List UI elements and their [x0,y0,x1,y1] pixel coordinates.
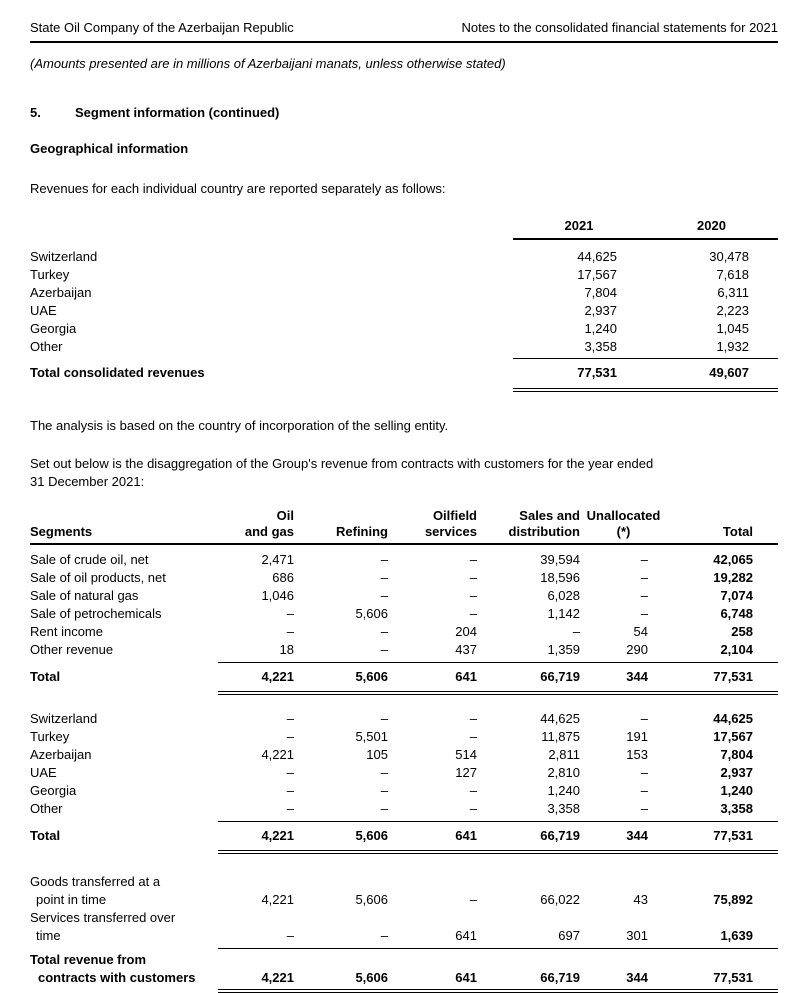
cell: 2,471 [261,552,294,567]
total-label: Total [30,669,61,684]
cell: – [286,624,294,639]
cell: – [469,729,477,744]
cell: 1,359 [547,642,580,657]
total-label: Total consolidated revenues [30,365,205,380]
cell: 5,606 [355,892,388,907]
cell: 44,625 [540,711,580,726]
cell: – [469,783,477,798]
cell: 641 [455,970,477,985]
cell: 5,606 [355,828,388,843]
cell: 437 [455,642,477,657]
geographical-heading: Geographical information [30,141,189,156]
table-row [30,623,778,641]
cell: 18 [279,642,294,657]
section-gap [30,854,778,873]
cell: 301 [626,928,648,943]
cell: 66,719 [540,828,580,843]
cell: 2,811 [548,747,580,762]
row-label: Sale of petrochemicals [30,606,162,621]
cell: 66,719 [540,669,580,684]
cell: – [286,928,294,943]
cell: 18,596 [540,570,580,585]
table-row [30,284,778,302]
cell: – [286,765,294,780]
table-row [30,873,778,909]
row-label: Other [30,801,63,816]
cell: – [380,624,388,639]
cell: 4,221 [261,970,294,985]
cell-total: 258 [731,624,753,639]
row-label: Services transferred over time [30,910,176,943]
cell-2020: 1,932 [716,339,749,354]
table-row [30,338,778,356]
total-row [30,663,778,689]
table-row [30,320,778,338]
table-row [30,266,778,284]
cell: 4,221 [261,892,294,907]
table-row [30,800,778,818]
row-label: Georgia [30,321,77,336]
table-row [30,302,778,320]
row-label: Azerbaijan [30,285,92,300]
revenues-by-country-table [30,217,778,392]
row-label: Sale of crude oil, net [30,552,149,567]
column-header-2021: 2021 [513,217,645,240]
table-row [30,782,778,800]
table-row [30,746,778,764]
table-row [30,641,778,659]
cell: – [380,765,388,780]
cell: 514 [455,747,477,762]
cell: – [469,606,477,621]
cell: – [640,765,648,780]
disaggregation-table [30,508,778,993]
cell: – [640,801,648,816]
table-row [30,569,778,587]
section-number: 5. [30,105,41,120]
cell-2020: 2,223 [716,303,749,318]
cell-2021: 3,358 [584,339,617,354]
cell: 290 [626,642,648,657]
cell-total: 44,625 [713,711,753,726]
row-label: Turkey [30,729,70,744]
table-body [30,551,778,993]
cell: – [469,570,477,585]
table-body [30,248,778,392]
total-2021: 77,531 [577,365,617,380]
cell: 204 [455,624,477,639]
cell: 4,221 [261,747,294,762]
row-label: Other revenue [30,642,114,657]
cell: 4,221 [261,669,294,684]
cell: 66,719 [540,970,580,985]
section-heading [30,105,778,121]
cell-total: 19,282 [713,570,753,585]
cell: 5,501 [355,729,388,744]
table-row [30,728,778,746]
cell: – [286,783,294,798]
cell: 153 [626,747,648,762]
doc-header-notes-title: Notes to the consolidated financial statements for 2021 [461,20,778,35]
cell: – [640,711,648,726]
section-title: Segment information (continued) [75,105,280,120]
table-row [30,909,778,945]
cell-total: 1,240 [720,783,753,798]
row-label: Sale of natural gas [30,588,139,603]
cell: 2,810 [547,765,580,780]
cell-total: 7,804 [720,747,753,762]
column-header-unallocated: Unallocated (*) [586,508,661,539]
cell: – [469,552,477,567]
cell: – [380,711,388,726]
cell-total: 7,074 [720,588,753,603]
cell-2021: 2,937 [584,303,617,318]
table-header-row [30,508,778,545]
cell: 105 [366,747,388,762]
total-label: Total [30,828,61,843]
cell: – [380,588,388,603]
cell: 11,875 [541,729,580,744]
cell: – [640,783,648,798]
cell: – [469,711,477,726]
cell-total: 6,748 [720,606,753,621]
cell-total: 75,892 [713,892,753,907]
double-rule [513,388,778,392]
table-row [30,248,778,266]
grand-total-row [30,949,778,987]
total-2020: 49,607 [709,365,749,380]
cell: – [380,570,388,585]
cell: 5,606 [355,669,388,684]
cell: – [286,801,294,816]
disaggregation-intro-line2: 31 December 2021: [30,474,145,489]
cell: 1,142 [547,606,580,621]
cell: – [286,711,294,726]
column-header-total: Total [722,524,753,539]
cell: 344 [626,828,648,843]
cell-2020: 6,311 [717,285,749,300]
disaggregation-intro-line1: Set out below is the disaggregation of the Group's revenue from contracts with customers for the year ended [30,456,654,471]
grand-total-label: Total revenue from contracts with customers [30,952,196,985]
cell-total: 42,065 [713,552,753,567]
cell-total: 2,104 [720,642,753,657]
cell: – [380,801,388,816]
cell-total: 77,531 [713,669,753,684]
cell: 641 [455,928,477,943]
table-row [30,587,778,605]
cell-2021: 7,804 [584,285,617,300]
cell: 1,240 [547,783,580,798]
cell: 4,221 [261,828,294,843]
cell: – [640,606,648,621]
cell: 5,606 [355,970,388,985]
cell-2021: 44,625 [577,249,617,264]
cell: – [640,552,648,567]
analysis-note: The analysis is based on the country of incorporation of the selling entity. [30,418,449,433]
cell-total: 1,639 [720,928,753,943]
cell: 3,358 [547,801,580,816]
cell: – [380,552,388,567]
cell: 54 [633,624,648,639]
row-label: Georgia [30,783,77,798]
column-header-2020: 2020 [645,217,778,240]
total-row [30,359,778,386]
row-label: Sale of oil products, net [30,570,166,585]
section-gap [30,695,778,710]
amounts-note: (Amounts presented are in millions of Azerbaijani manats, unless otherwise stated) [30,56,506,71]
row-label: Rent income [30,624,103,639]
cell: – [572,624,580,639]
column-header-oilfield-services: Oilfield services [424,508,477,539]
total-row [30,822,778,848]
cell-2020: 30,478 [709,249,749,264]
cell: 5,606 [355,606,388,621]
column-header-refining: Refining [336,524,388,539]
cell: 344 [626,970,648,985]
doc-header-company: State Oil Company of the Azerbaijan Republic [30,20,294,35]
column-header-sales-distribution: Sales and distribution [508,508,580,539]
cell: 39,594 [540,552,580,567]
cell: – [286,606,294,621]
doc-header [30,0,778,43]
cell-total: 2,937 [720,765,753,780]
row-label: Azerbaijan [30,747,92,762]
cell-2020: 1,045 [716,321,749,336]
column-header-oil-and-gas: Oil and gas [244,508,294,539]
row-label: UAE [30,303,57,318]
cell: – [640,588,648,603]
cell-2020: 7,618 [716,267,749,282]
disaggregation-intro [30,455,778,491]
cell: – [380,642,388,657]
double-rule [218,989,778,993]
cell-2021: 1,240 [584,321,617,336]
geo-intro-text: Revenues for each individual country are reported separately as follows: [30,181,446,196]
header-spacer [30,217,513,240]
cell: 43 [633,892,648,907]
row-label: Other [30,339,63,354]
row-label: UAE [30,765,57,780]
table-header-row [30,217,778,240]
cell: 641 [455,669,477,684]
row-label: Turkey [30,267,70,282]
cell-total: 77,531 [713,970,753,985]
row-label: Goods transferred at a point in time [30,874,161,907]
cell: 641 [455,828,477,843]
cell: 191 [626,729,648,744]
cell: 1,046 [261,588,294,603]
cell: 686 [272,570,294,585]
column-header-segments: Segments [30,524,93,539]
cell-total: 3,358 [720,801,753,816]
cell: 66,022 [540,892,580,907]
table-row [30,764,778,782]
cell: – [640,570,648,585]
cell: 6,028 [547,588,580,603]
cell-2021: 17,567 [577,267,617,282]
cell-total: 77,531 [713,828,753,843]
table-row [30,710,778,728]
cell: – [286,729,294,744]
cell: – [469,801,477,816]
table-row [30,605,778,623]
cell: 344 [626,669,648,684]
cell: 127 [455,765,477,780]
cell: – [469,588,477,603]
cell: 697 [558,928,580,943]
cell: – [469,892,477,907]
table-row [30,551,778,569]
cell: – [380,928,388,943]
row-label: Switzerland [30,249,98,264]
cell: – [380,783,388,798]
cell-total: 17,567 [713,729,753,744]
row-label: Switzerland [30,711,98,726]
